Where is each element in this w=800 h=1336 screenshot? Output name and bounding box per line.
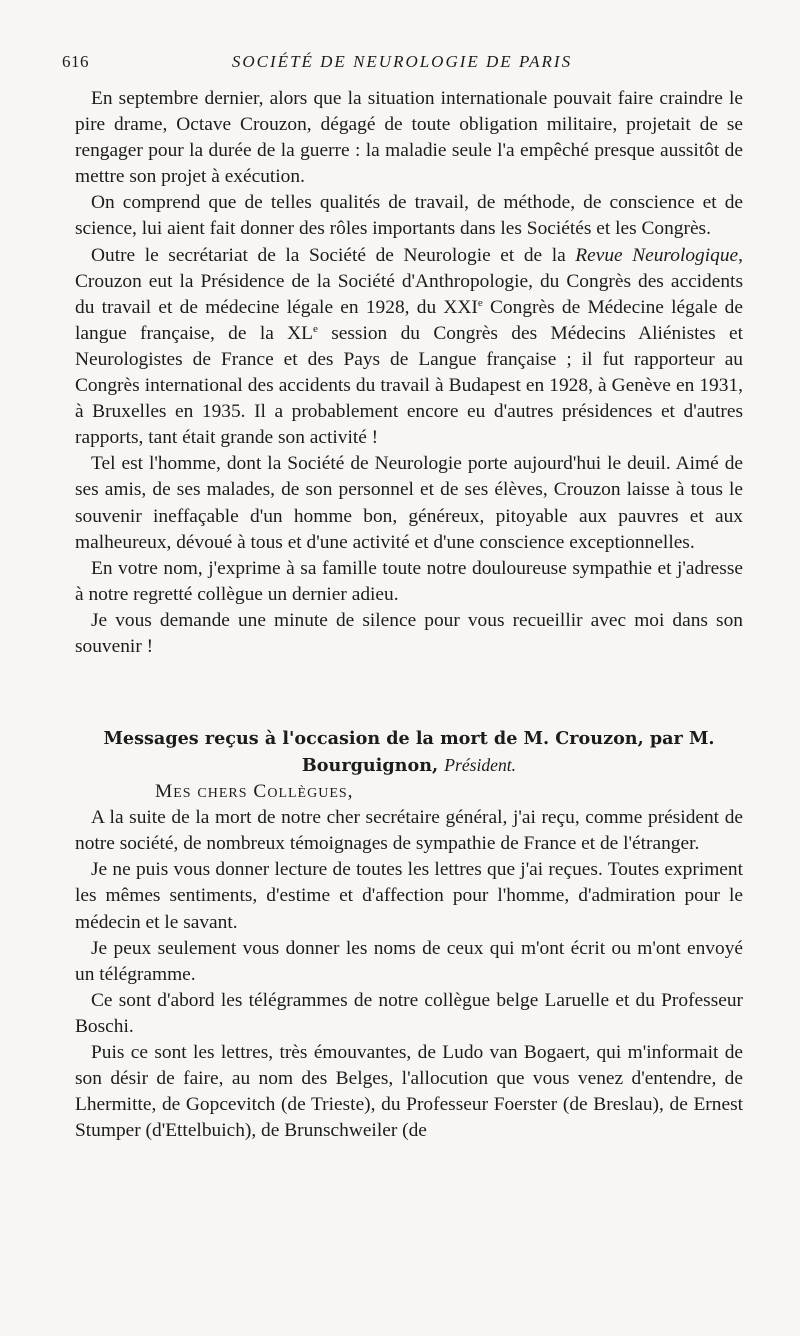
ordinal-superscript: e (313, 322, 318, 335)
running-head (62, 52, 742, 76)
paragraph-text: , Crouzon eut la Présidence de la Société d'Anthropologie, du Congrès des accidents du travail et de médecine légale en 1928, du XXI (75, 244, 743, 318)
body-text (75, 86, 743, 1144)
paragraph-farewell: En votre nom, j'exprime à sa famille toute notre douloureuse sympathie et j'adresse à notre regretté collègue un dernier adieu. (75, 557, 743, 605)
page-number: 616 (62, 52, 89, 71)
paragraph-presidencies (75, 243, 743, 452)
section-heading-text: Messages reçus à l'occasion de la mort de M. Crouzon, par M. Bourguignon, (103, 728, 715, 777)
journal-name: Revue Neurologique (575, 244, 739, 266)
paragraph-silence: Je vous demande une minute de silence pour vous recueillir avec moi dans son souvenir ! (75, 609, 743, 657)
paragraph-text: Outre le secrétariat de la Société de Neurologie et de la (91, 244, 576, 266)
paragraph-letters: Je ne puis vous donner lecture de toutes les lettres que j'ai reçues. Toutes expriment les mêmes sentiments, d'estime et d'affection pour l'homme, d'admiration pour le médecin et le savant. (75, 859, 743, 933)
section-heading (75, 726, 743, 779)
paragraph-sympathy: A la suite de la mort de notre cher secrétaire général, j'ai reçu, comme président de notre société, de nombreux témoignages de sympathie de France et de l'étranger. (75, 807, 743, 855)
paragraph-military-service: En septembre dernier, alors que la situation internationale pouvait faire craindre le pire drame, Octave Crouzon, dégagé de toute obligation militaire, projetait de se rengager pour la durée de la guerre : la maladie seule l'a empêché presque aussitôt de mettre son projet à exécution. (75, 88, 743, 188)
paragraph-text: session du Congrès des Médecins Aliénistes et Neurologistes de France et des Pays de Langue française ; il fut rapporteur au Congrès international des accidents du travail à Budapest en 1928, à Genève en 1931, à Bruxelles en 1935. Il a probablement encore eu d'autres présidences et d'autres rapports, tant était grande son activité ! (75, 322, 743, 449)
ordinal-superscript: e (477, 296, 483, 309)
journal-title: SOCIÉTÉ DE NEUROLOGIE DE PARIS (231, 52, 573, 71)
paragraph-names: Je peux seulement vous donner les noms de ceux qui m'ont écrit ou m'ont envoyé un télégramme. (75, 937, 743, 985)
salutation: Mes chers Collègues, (155, 781, 354, 803)
paragraph-letter-senders: Puis ce sont les lettres, très émouvantes, de Ludo van Bogaert, qui m'informait de son désir de faire, au nom des Belges, l'allocution que vous venez d'entendre, de Lhermitte, de Gopcevitch (de Trieste), du Professeur Foerster (de Breslau), de Ernest Stumper (d'Ettelbuich), de Brunschweiler (de (75, 1042, 743, 1142)
section-heading-title: Président. (444, 755, 517, 776)
paragraph-qualities: On comprend que de telles qualités de travail, de méthode, de conscience et de science, lui aient fait donner des rôles importants dans les Sociétés et les Congrès. (75, 192, 743, 240)
paragraph-telegrams: Ce sont d'abord les télégrammes de notre collègue belge Laruelle et du Professeur Boschi. (75, 989, 743, 1037)
paragraph-text: Congrès de Médecine légale de langue française, de la XL (75, 296, 743, 344)
paragraph-mourning: Tel est l'homme, dont la Société de Neurologie porte aujourd'hui le deuil. Aimé de ses amis, de ses malades, de son personnel et de ses élèves, Crouzon laisse à tous le souvenir ineffaçable d'un homme bon, généreux, pitoyable aux pauvres et aux malheureux, dévoué à tous et d'une activité et d'une conscience exceptionnelles. (75, 453, 743, 553)
